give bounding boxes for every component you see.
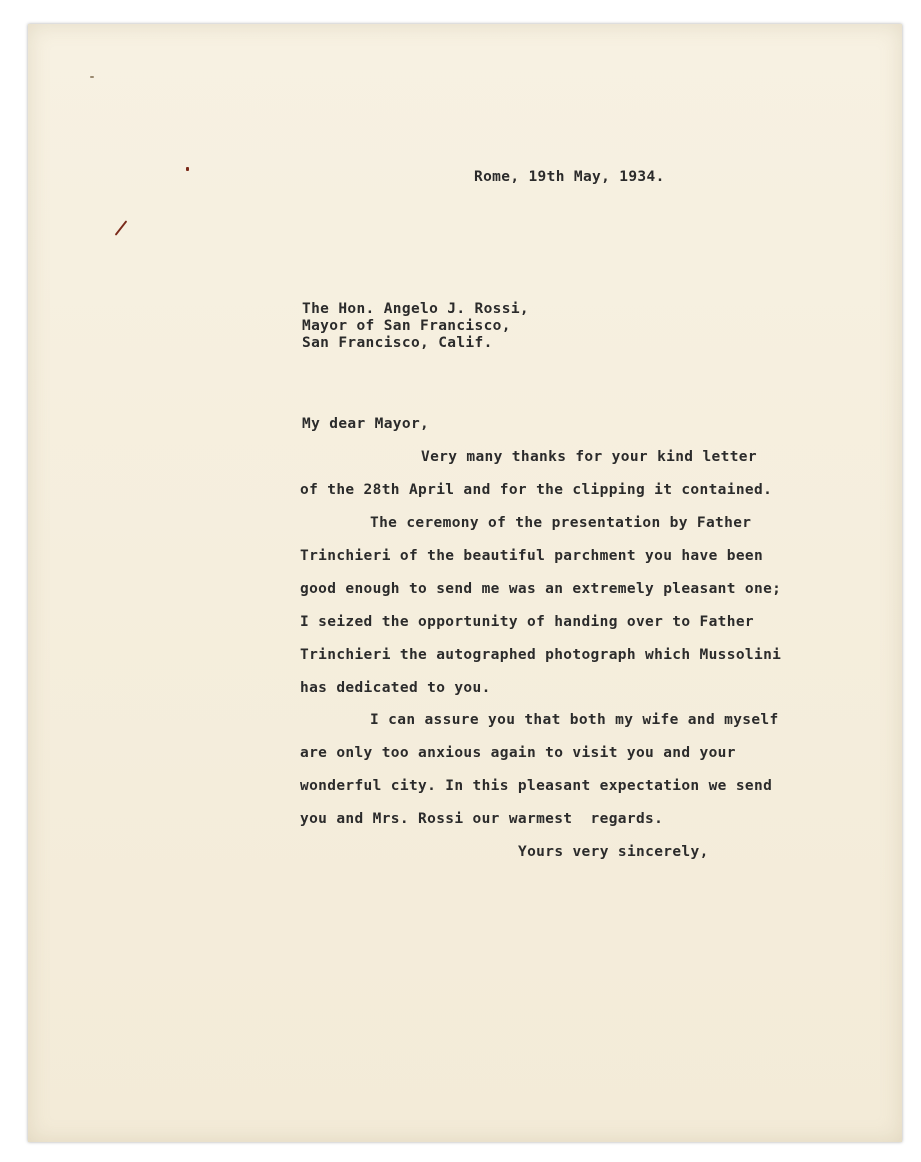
address-line: San Francisco, Calif. <box>302 335 493 351</box>
body-line: The ceremony of the presentation by Father <box>370 515 752 531</box>
body-line: you and Mrs. Rossi our warmest regards. <box>300 811 664 827</box>
body-line: are only too anxious again to visit you and your <box>300 745 736 761</box>
body-line: I seized the opportunity of handing over to Father <box>300 614 754 630</box>
closing: Yours very sincerely, <box>518 844 709 860</box>
body-line: Trinchieri the autographed photograph which Mussolini <box>300 647 782 663</box>
salutation: My dear Mayor, <box>302 416 430 432</box>
body-line: good enough to send me was an extremely pleasant one; <box>300 581 782 597</box>
dateline: Rome, 19th May, 1934. <box>474 169 665 185</box>
address-line: Mayor of San Francisco, <box>302 318 511 334</box>
body-line: Trinchieri of the beautiful parchment you have been <box>300 548 764 564</box>
body-line: of the 28th April and for the clipping it contained. <box>300 482 773 498</box>
ink-mark <box>115 220 128 235</box>
ink-mark <box>186 167 189 171</box>
body-line: Very many thanks for your kind letter <box>421 449 757 465</box>
address-line: The Hon. Angelo J. Rossi, <box>302 301 529 317</box>
paper-stain <box>90 76 94 78</box>
body-line: has dedicated to you. <box>300 680 491 696</box>
body-line: I can assure you that both my wife and myself <box>370 712 779 728</box>
body-line: wonderful city. In this pleasant expectation we send <box>300 778 773 794</box>
